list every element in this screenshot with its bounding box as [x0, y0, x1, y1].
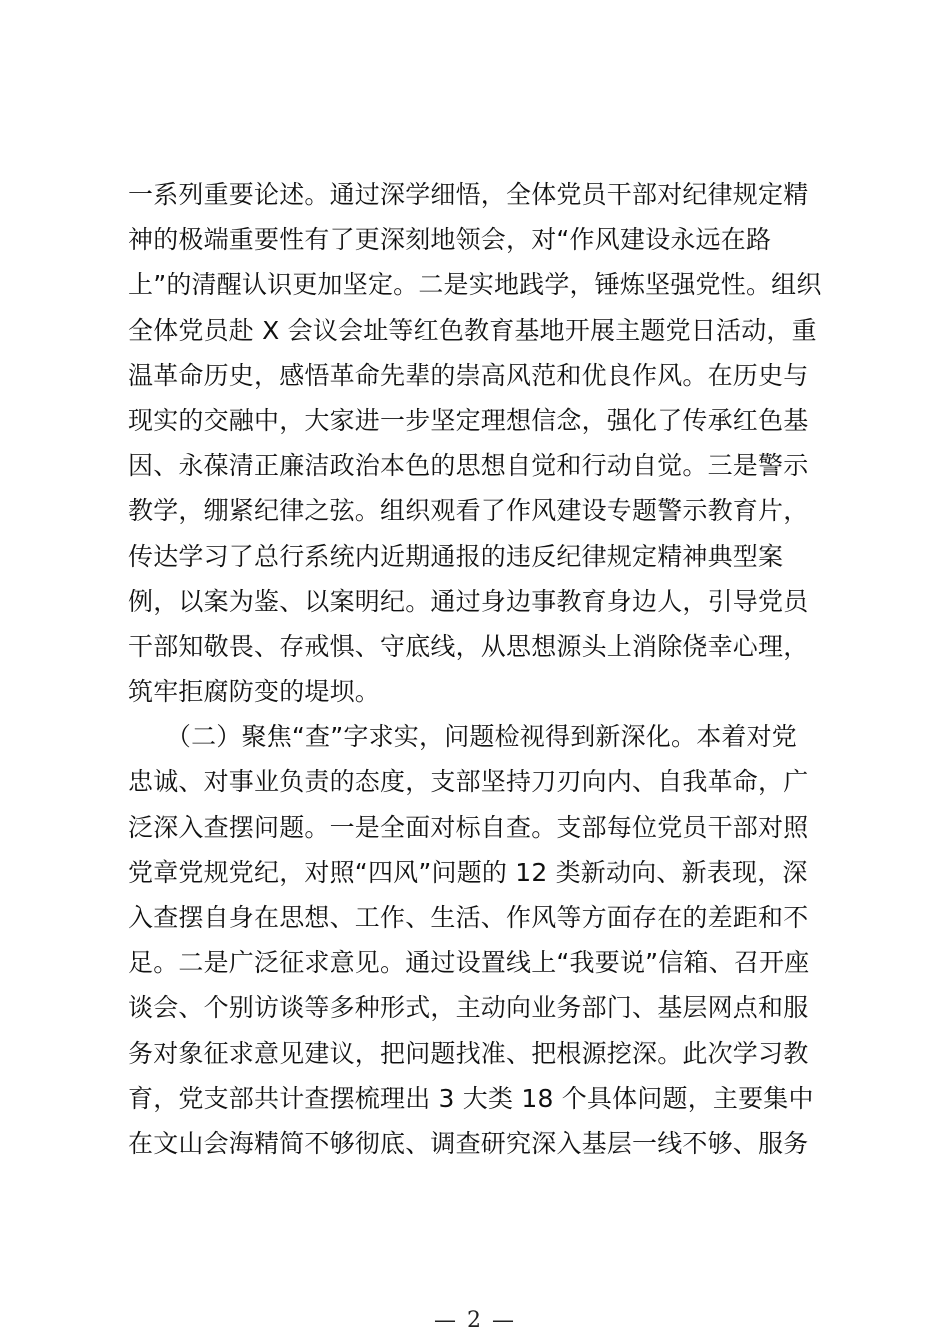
page-number: — 2 — — [434, 1308, 516, 1333]
text-line: 筑牢拒腐防变的堤坝。 — [128, 677, 381, 707]
body-text — [128, 172, 828, 1166]
text-line: 例，以案为鉴、以案明纪。通过身边事教育身边人，引导党员 — [128, 586, 809, 616]
text-line: 现实的交融中，大家进一步坚定理想信念，强化了传承红色基 — [128, 405, 809, 435]
text-line: 因、永葆清正廉洁政治本色的思想自觉和行动自觉。三是警示 — [128, 451, 809, 481]
text-line: 温革命历史，感悟革命先辈的崇高风范和优良作风。在历史与 — [128, 360, 809, 390]
text-line: 干部知敬畏、存戒惧、守底线，从思想源头上消除侥幸心理， — [128, 631, 809, 661]
text-line: 泛深入查摆问题。一是全面对标自查。支部每位党员干部对照 — [128, 812, 809, 842]
text-line: 党章党规党纪，对照“四风”问题的 12 类新动向、新表现，深 — [128, 857, 808, 887]
text-line: 忠诚、对事业负责的态度，支部坚持刀刃向内、自我革命，广 — [128, 767, 809, 797]
section-heading-line: （二）聚焦“查”字求实，问题检视得到新深化。本着对党 — [128, 722, 798, 752]
text-line: 神的极端重要性有了更深刻地领会，对“作风建设永远在路 — [128, 225, 772, 255]
text-line: 全体党员赴 X 会议会址等红色教育基地开展主题党日活动，重 — [128, 315, 817, 345]
text-line: 务对象征求意见建议，把问题找准、把根源挖深。此次学习教 — [128, 1038, 809, 1068]
text-line: 足。二是广泛征求意见。通过设置线上“我要说”信箱、召开座 — [128, 948, 810, 978]
text-line: 上”的清醒认识更加坚定。二是实地践学，锤炼坚强党性。组织 — [128, 270, 822, 300]
text-line: 教学，绷紧纪律之弦。组织观看了作风建设专题警示教育片， — [128, 496, 809, 526]
text-line: 育，党支部共计查摆梳理出 3 大类 18 个具体问题，主要集中 — [128, 1083, 814, 1113]
text-line: 谈会、个别访谈等多种形式，主动向业务部门、基层网点和服 — [128, 993, 809, 1023]
text-line: 一系列重要论述。通过深学细悟，全体党员干部对纪律规定精 — [128, 180, 809, 209]
text-line: 入查摆自身在思想、工作、生活、作风等方面存在的差距和不 — [128, 903, 809, 932]
text-line: 在文山会海精简不够彻底、调查研究深入基层一线不够、服务 — [128, 1128, 809, 1158]
text-line: 传达学习了总行系统内近期通报的违反纪律规定精神典型案 — [128, 541, 784, 571]
